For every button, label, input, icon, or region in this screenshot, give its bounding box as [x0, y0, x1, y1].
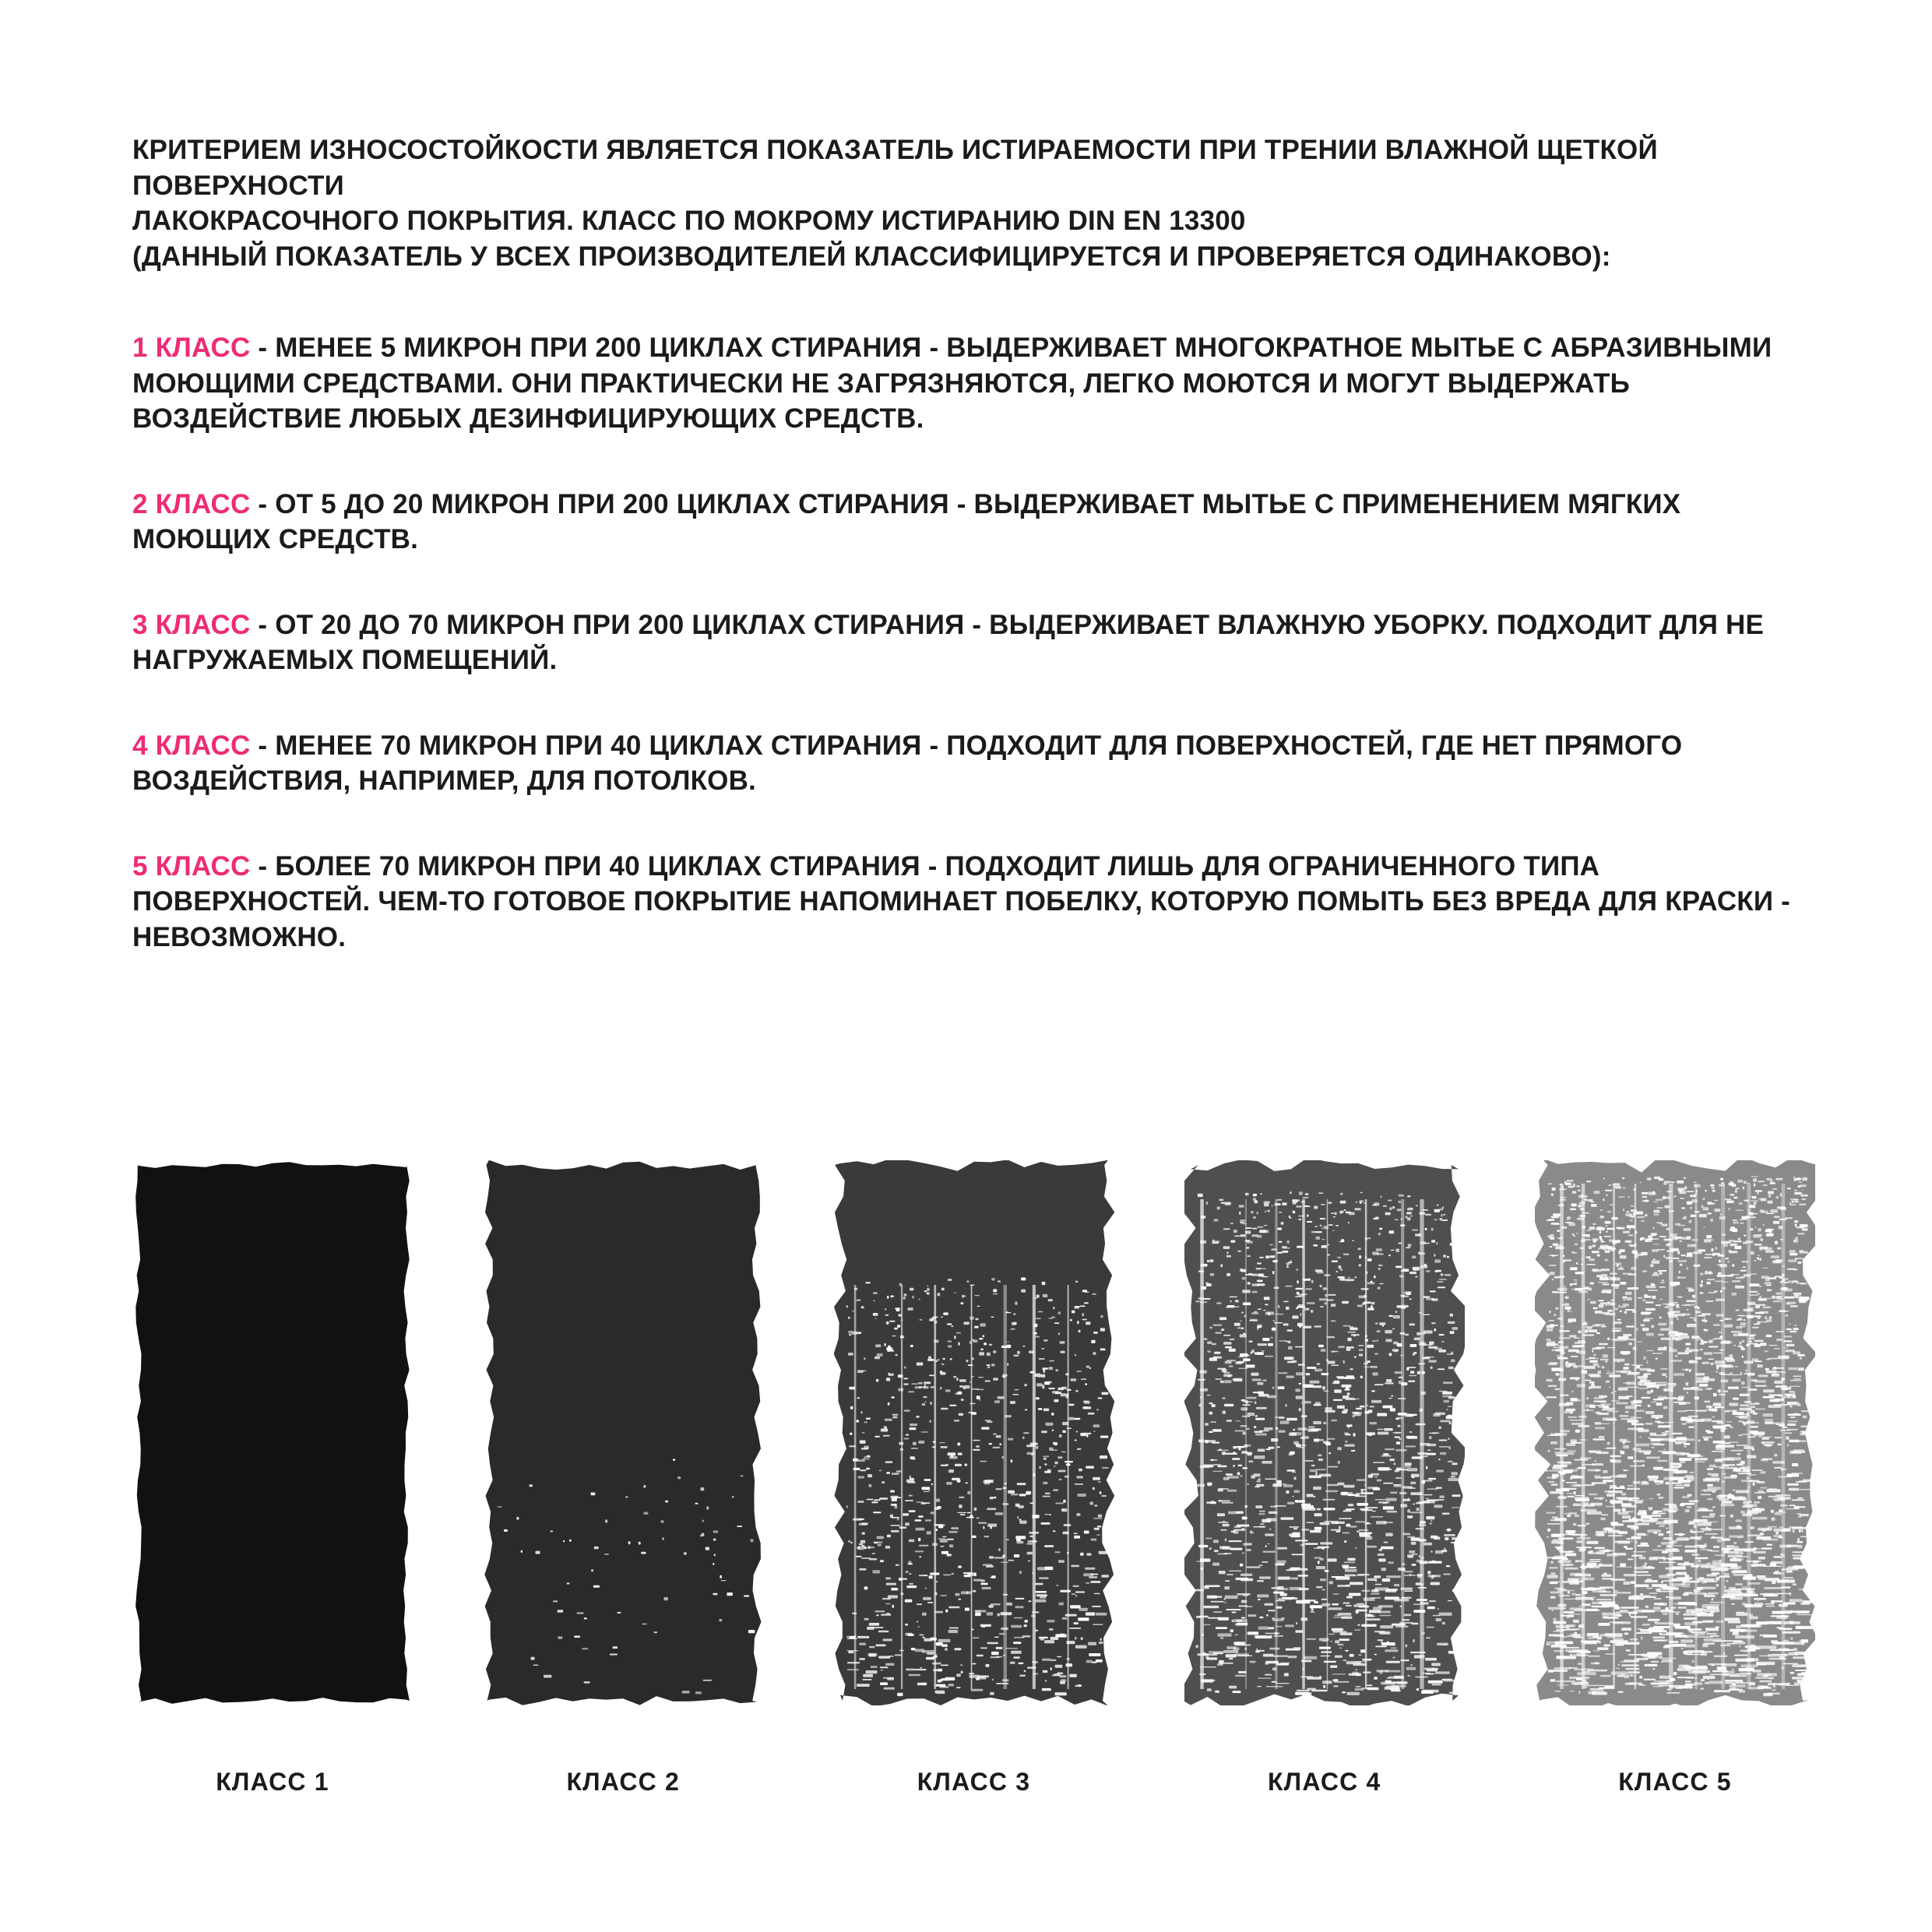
swatch-cell-4	[1184, 1160, 1465, 1797]
intro-line-2: ЛАКОКРАСОЧНОГО ПОКРЫТИЯ. КЛАСС ПО МОКРОМУ ИСТИРАНИЮ DIN EN 13300	[132, 206, 1246, 236]
swatch-cell-5	[1535, 1160, 1815, 1797]
class-text-3: СТИРАНИЯ - ВЫДЕРЖИВАЕТ ВЛАЖНУЮ УБОРКУ. ПОДХОДИТ ДЛЯ НЕ НАГРУЖАЕМЫХ ПОМЕЩЕНИЙ.	[132, 609, 1765, 675]
class-dash-3: -	[250, 609, 276, 640]
swatch-label-5: КЛАСС 5	[1618, 1768, 1732, 1796]
swatch-row	[132, 1160, 1815, 1797]
class-dash-4: -	[250, 730, 276, 761]
swatch-label-1: КЛАСС 1	[216, 1768, 329, 1796]
class-paragraph-5	[132, 849, 1807, 955]
class-spec-1: МЕНЕЕ 5 МИКРОН ПРИ 200 ЦИКЛАХ	[275, 333, 763, 363]
class-text-2: СТИРАНИЯ - ВЫДЕРЖИВАЕТ МЫТЬЕ С ПРИМЕНЕНИЕМ МЯГКИХ МОЮЩИХ СРЕДСТВ.	[132, 488, 1681, 554]
swatch-cell-2	[483, 1160, 763, 1797]
paint-swatch-class-3	[834, 1160, 1114, 1705]
paint-swatch-class-1	[132, 1160, 413, 1705]
class-label-5: 5 КЛАСС	[132, 850, 251, 882]
class-spec-3: ОТ 20 ДО 70 МИКРОН ПРИ 200 ЦИКЛАХ	[275, 609, 806, 640]
class-label-3: 3 КЛАСС	[132, 609, 251, 640]
intro-paragraph	[132, 132, 1807, 274]
class-list	[132, 330, 1807, 955]
class-dash-1: -	[250, 333, 276, 363]
class-text-5: СТИРАНИЯ - ПОДХОДИТ ЛИШЬ ДЛЯ ОГРАНИЧЕННОГО ТИПА ПОВЕРХНОСТЕЙ. ЧЕМ-ТО ГОТОВОЕ ПОКРЫТИЕ НАПОМИНАЕТ ПОБЕЛКУ, КОТОРУЮ ПОМЫТЬ БЕЗ ВРЕДА ДЛЯ КРАСКИ - НЕВОЗМОЖНО.	[132, 850, 1790, 952]
class-paragraph-4	[132, 728, 1807, 799]
class-label-1: 1 КЛАСС	[132, 333, 251, 363]
class-spec-2: ОТ 5 ДО 20 МИКРОН ПРИ 200 ЦИКЛАХ	[275, 488, 791, 519]
paint-swatch-class-5	[1535, 1160, 1815, 1705]
swatch-label-2: КЛАСС 2	[566, 1768, 681, 1796]
intro-line-3: (ДАННЫЙ ПОКАЗАТЕЛЬ У ВСЕХ ПРОИЗВОДИТЕЛЕЙ КЛАССИФИЦИРУЕТСЯ И ПРОВЕРЯЕТСЯ ОДИНАКОВО):	[132, 241, 1611, 272]
class-label-4: 4 КЛАСС	[132, 730, 251, 761]
swatch-label-3: КЛАСС 3	[917, 1768, 1031, 1796]
swatch-label-4: КЛАСС 4	[1267, 1768, 1381, 1796]
class-spec-5: БОЛЕЕ 70 МИКРОН ПРИ 40 ЦИКЛАХ	[275, 850, 762, 882]
intro-line-1: КРИТЕРИЕМ ИЗНОСОСТОЙКОСТИ ЯВЛЯЕТСЯ ПОКАЗАТЕЛЬ ИСТИРАЕМОСТИ ПРИ ТРЕНИИ ВЛАЖНОЙ ЩЕТКОЙ ПОВЕРХНОСТИ	[132, 135, 1658, 201]
class-spec-4: МЕНЕЕ 70 МИКРОН ПРИ 40 ЦИКЛАХ	[275, 730, 763, 761]
paint-swatch-class-4	[1184, 1160, 1465, 1705]
class-paragraph-2	[132, 487, 1807, 558]
swatch-cell-3	[834, 1160, 1114, 1797]
class-label-2: 2 КЛАСС	[132, 488, 251, 519]
class-dash-5: -	[250, 850, 276, 882]
class-paragraph-1	[132, 330, 1807, 437]
paint-swatch-class-2	[483, 1160, 763, 1705]
swatch-cell-1	[132, 1160, 413, 1797]
class-text-1: СТИРАНИЯ - ВЫДЕРЖИВАЕТ МНОГОКРАТНОЕ МЫТЬЕ С АБРАЗИВНЫМИ МОЮЩИМИ СРЕДСТВАМИ. ОНИ ПРАКТИЧЕСКИ НЕ ЗАГРЯЗНЯЮТСЯ, ЛЕГКО МОЮТСЯ И МОГУТ ВЫДЕРЖАТЬ ВОЗДЕЙСТВИЕ ЛЮБЫХ ДЕЗИНФИЦИРУЮЩИХ СРЕДСТВ.	[132, 333, 1772, 434]
class-paragraph-3	[132, 607, 1807, 678]
class-text-4: СТИРАНИЯ - ПОДХОДИТ ДЛЯ ПОВЕРХНОСТЕЙ, ГДЕ НЕТ ПРЯМОГО ВОЗДЕЙСТВИЯ, НАПРИМЕР, ДЛЯ ПОТОЛКОВ.	[132, 730, 1683, 796]
class-dash-2: -	[250, 488, 276, 519]
